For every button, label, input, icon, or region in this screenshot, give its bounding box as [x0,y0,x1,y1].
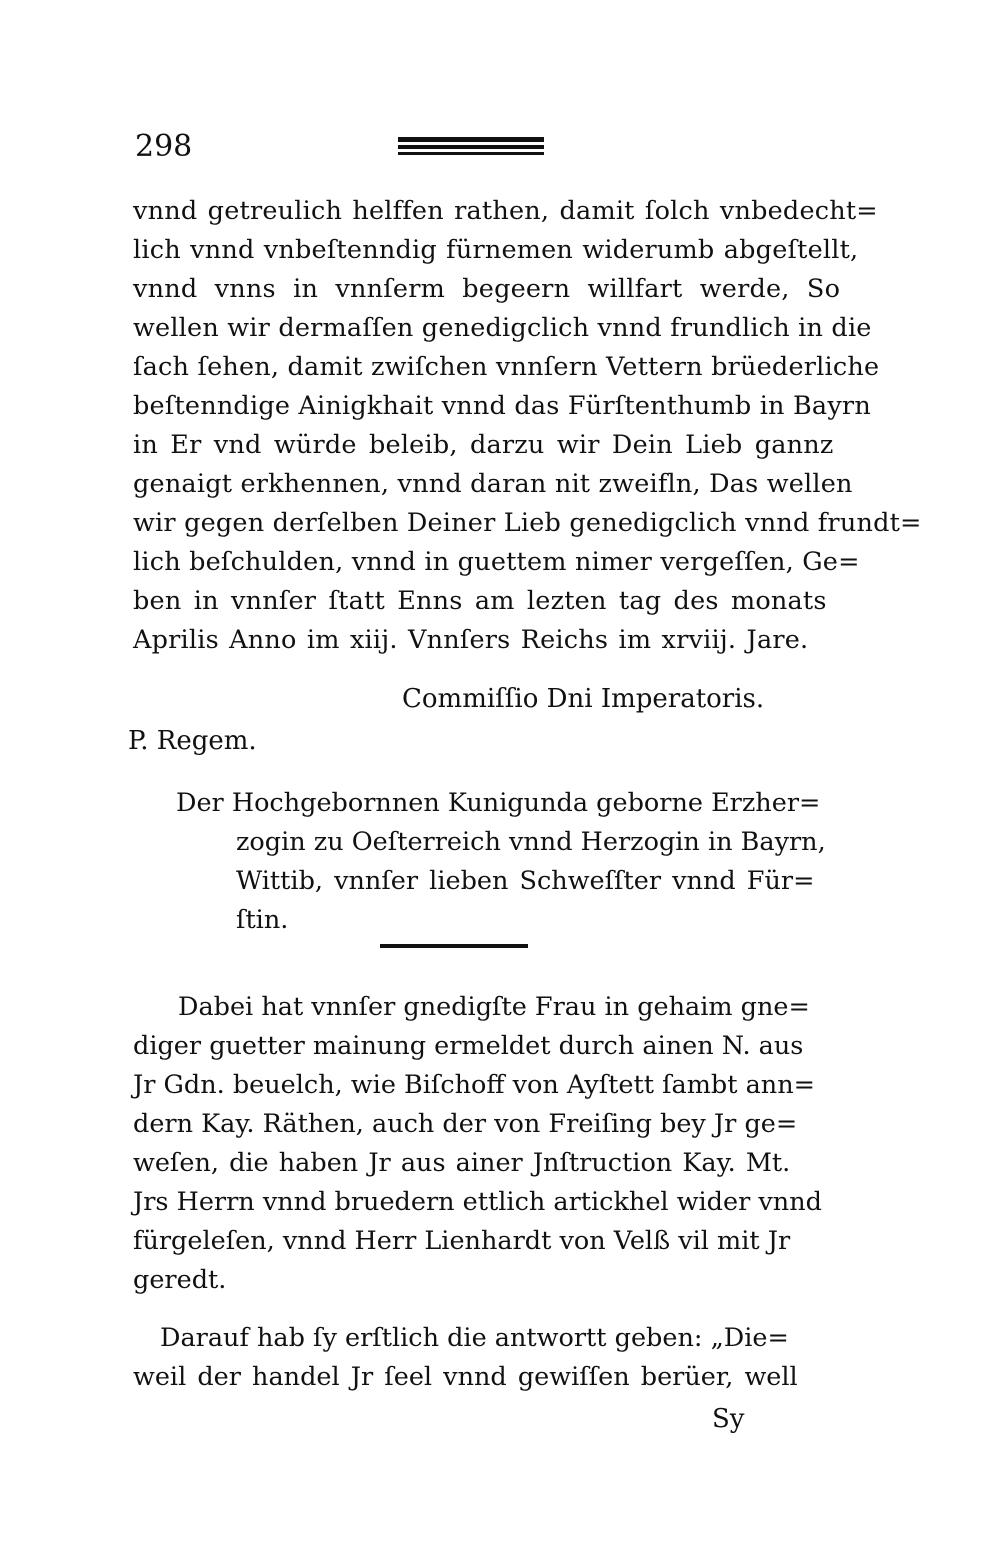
text-line: weſen, die haben Jr aus ainer Jnſtruction Kay. Mt. [133,1148,791,1178]
text-line: ſach ſehen, damit zwiſchen vnnſern Vettern brüederliche [133,352,880,382]
text-line: lich vnnd vnbeſtenndig fürnemen widerumb abgeſtellt, [133,235,859,265]
text-line: wellen wir dermaſſen genedigclich vnnd frundlich in die [133,313,872,343]
address-line: zogin zu Oeſterreich vnnd Herzogin in Bayrn, [236,827,826,857]
page-number: 298 [135,129,193,164]
text-line: Jr Gdn. beuelch, wie Biſchoff von Ayſtett ſambt ann= [133,1070,816,1100]
text-line: ben in vnnſer ſtatt Enns am lezten tag des monats [133,586,827,616]
address-line: Der Hochgebornnen Kunigunda geborne Erzher= [176,788,821,818]
header-rule [398,137,544,159]
text-line: beſtenndige Ainigkhait vnnd das Fürſtenthumb in Bayrn [133,391,871,421]
text-line: lich beſchulden, vnnd in guettem nimer vergeſſen, Ge= [133,547,860,577]
header-rule-bar [398,152,544,155]
signature: P. Regem. [128,726,257,756]
text-line: Darauf hab ſy erſtlich die antwortt geben: „Die= [160,1323,789,1353]
text-line: diger guetter mainung ermeldet durch ainen N. aus [133,1031,804,1061]
address-line: Wittib, vnnſer lieben Schweſſter vnnd Für= [236,866,815,896]
text-line: Aprilis Anno im xiij. Vnnſers Reichs im xrviij. Jare. [133,625,809,655]
text-line: geredt. [133,1265,227,1295]
text-line: wir gegen derſelben Deiner Lieb genedigclich vnnd frundt= [133,508,922,538]
text-line: Jrs Herrn vnnd bruedern ettlich artickhel wider vnnd [133,1187,822,1217]
address-line: ſtin. [236,905,289,935]
section-divider [380,944,528,948]
header-rule-bar [398,137,544,142]
text-line: Dabei hat vnnſer gnedigſte Frau in gehaim gne= [178,992,810,1022]
text-line: fürgeleſen, vnnd Herr Lienhardt von Velß vil mit Jr [133,1226,791,1256]
text-line: vnnd getreulich helffen rathen, damit ſolch vnbedecht= [133,196,878,226]
text-line: vnnd vnns in vnnſerm begeern willfart werde, So [133,274,841,304]
text-line: dern Kay. Räthen, auch der von Freiſing bey Jr ge= [133,1109,798,1139]
text-line: genaigt erkhennen, vnnd daran nit zweifln, Das wellen [133,469,853,499]
commission-note: Commiſſio Dni Imperatoris. [402,684,765,714]
text-line: weil der handel Jr ſeel vnnd gewiſſen berüer, well [133,1362,798,1392]
text-line: in Er vnd würde beleib, darzu wir Dein Lieb gannz [133,430,834,460]
header-rule-bar [398,145,544,149]
catchword: Sy [712,1404,745,1434]
